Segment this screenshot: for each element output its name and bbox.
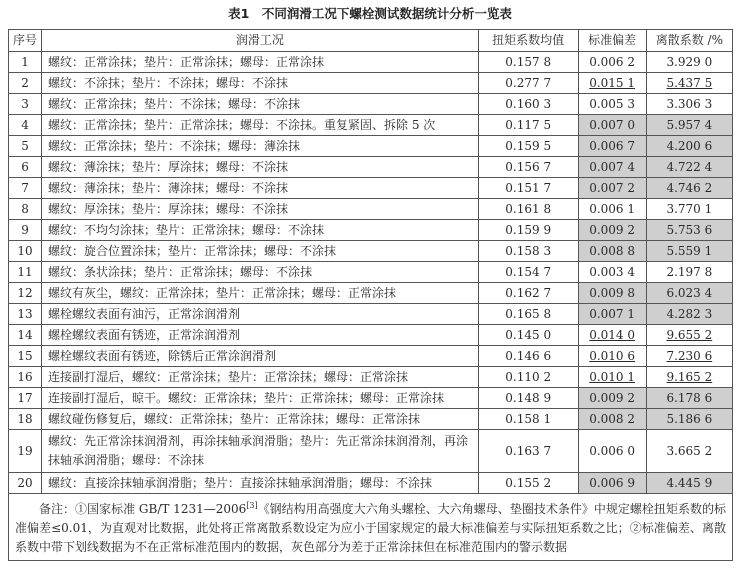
table-row	[9, 409, 733, 430]
table-title: 表1 不同润滑工况下螺栓测试数据统计分析一览表	[228, 6, 512, 21]
std-cell: 0.003 4	[578, 262, 646, 283]
seq-cell: 3	[9, 94, 42, 115]
std-cell-warning: 0.009 8	[578, 283, 646, 304]
std-value: 0.014 0	[589, 327, 636, 342]
std-cell-warning: 0.006 7	[578, 136, 646, 157]
cv-cell-warning: 4.746 2	[646, 178, 732, 199]
condition-cell: 螺纹：不涂抹；垫片：不涂抹；螺母：不涂抹	[42, 73, 479, 94]
mean-cell: 0.161 8	[478, 199, 578, 220]
mean-cell: 0.154 7	[478, 262, 578, 283]
mean-cell: 0.160 3	[478, 94, 578, 115]
seq-cell: 13	[9, 304, 42, 325]
seq-cell: 16	[9, 367, 42, 388]
table-row	[9, 115, 733, 136]
std-cell: 0.006 2	[578, 52, 646, 73]
condition-cell: 螺纹：正常涂抹；垫片：正常涂抹；螺母：正常涂抹	[42, 52, 479, 73]
cv-cell: 3.665 2	[646, 430, 732, 473]
std-cell-out-of-range	[578, 73, 646, 94]
mean-cell: 0.277 7	[478, 73, 578, 94]
table-row	[9, 52, 733, 73]
lubrication-stats-table	[8, 29, 733, 561]
seq-cell: 9	[9, 220, 42, 241]
std-cell-warning: 0.009 2	[578, 220, 646, 241]
std-value: 0.010 1	[589, 369, 636, 384]
cv-cell-out-of-range	[646, 346, 732, 367]
cv-value: 5.437 5	[666, 75, 713, 90]
table-row	[9, 94, 733, 115]
cv-cell-warning: 4.445 9	[646, 473, 732, 494]
seq-cell: 8	[9, 199, 42, 220]
cv-cell-warning: 4.200 6	[646, 136, 732, 157]
cv-cell-warning: 6.023 4	[646, 283, 732, 304]
header-row	[9, 30, 733, 52]
header-cv: 离散系数 /%	[646, 30, 732, 52]
condition-cell: 螺纹：正常涂抹；垫片：不涂抹；螺母：薄涂抹	[42, 136, 479, 157]
table-row	[9, 73, 733, 94]
condition-cell: 螺纹：先正常涂抹润滑剂，再涂抹轴承润滑脂；垫片：先正常涂抹润滑剂，再涂抹轴承润滑脂；螺母：不涂抹	[42, 430, 479, 473]
cv-cell-out-of-range	[646, 325, 732, 346]
cv-cell-warning: 6.178 6	[646, 388, 732, 409]
table-row	[9, 430, 733, 473]
std-cell-out-of-range	[578, 346, 646, 367]
condition-cell: 螺纹有灰尘，螺纹：正常涂抹；垫片：正常涂抹；螺母：正常涂抹	[42, 283, 479, 304]
seq-cell: 1	[9, 52, 42, 73]
mean-cell: 0.159 9	[478, 220, 578, 241]
seq-cell: 6	[9, 157, 42, 178]
std-cell: 0.005 3	[578, 94, 646, 115]
seq-cell: 4	[9, 115, 42, 136]
condition-cell: 螺栓螺纹表面有油污，正常涂润滑剂	[42, 304, 479, 325]
mean-cell: 0.156 7	[478, 157, 578, 178]
condition-cell: 螺纹：薄涂抹；垫片：厚涂抹；螺母：不涂抹	[42, 157, 479, 178]
table-row	[9, 157, 733, 178]
cv-cell-out-of-range	[646, 367, 732, 388]
std-cell: 0.006 0	[578, 430, 646, 473]
seq-cell: 14	[9, 325, 42, 346]
note-text-1: 备注：①国家标准 GB/T 1231—2006	[39, 502, 247, 516]
table-row	[9, 346, 733, 367]
std-cell-warning: 0.009 2	[578, 388, 646, 409]
header-mean: 扭矩系数均值	[478, 30, 578, 52]
condition-cell: 螺纹：条状涂抹；垫片：正常涂抹；螺母：不涂抹	[42, 262, 479, 283]
cv-cell-out-of-range	[646, 73, 732, 94]
std-cell-warning: 0.008 8	[578, 241, 646, 262]
mean-cell: 0.158 1	[478, 409, 578, 430]
mean-cell: 0.110 2	[478, 367, 578, 388]
cv-cell: 3.929 0	[646, 52, 732, 73]
mean-cell: 0.117 5	[478, 115, 578, 136]
std-cell-out-of-range	[578, 325, 646, 346]
condition-cell: 螺栓螺纹表面有锈迹，正常涂润滑剂	[42, 325, 479, 346]
cv-cell-warning: 5.186 6	[646, 409, 732, 430]
seq-cell: 18	[9, 409, 42, 430]
cv-cell: 3.770 1	[646, 199, 732, 220]
condition-cell: 连接副打湿后，螺纹：正常涂抹；垫片：正常涂抹；螺母：正常涂抹	[42, 367, 479, 388]
table-row	[9, 367, 733, 388]
condition-cell: 连接副打湿后，晾干。螺纹：正常涂抹；垫片：正常涂抹；螺母：正常涂抹	[42, 388, 479, 409]
condition-cell: 螺纹：旋合位置涂抹；垫片：正常涂抹；螺母：不涂抹	[42, 241, 479, 262]
mean-cell: 0.158 3	[478, 241, 578, 262]
seq-cell: 2	[9, 73, 42, 94]
std-cell-warning: 0.006 9	[578, 473, 646, 494]
condition-cell: 螺栓螺纹表面有锈迹，除锈后正常涂润滑剂	[42, 346, 479, 367]
seq-cell: 15	[9, 346, 42, 367]
table-row	[9, 473, 733, 494]
std-cell-out-of-range	[578, 367, 646, 388]
condition-cell: 螺纹：正常涂抹；垫片：正常涂抹；螺母：不涂抹。重复紧固、拆除 5 次	[42, 115, 479, 136]
std-cell: 0.006 1	[578, 199, 646, 220]
std-value: 0.010 6	[589, 348, 636, 363]
condition-cell: 螺纹：不均匀涂抹；垫片：正常涂抹；螺母：不涂抹	[42, 220, 479, 241]
mean-cell: 0.148 9	[478, 388, 578, 409]
seq-cell: 19	[9, 430, 42, 473]
table-row	[9, 388, 733, 409]
mean-cell: 0.155 2	[478, 473, 578, 494]
cv-cell-warning: 4.282 3	[646, 304, 732, 325]
mean-cell: 0.165 8	[478, 304, 578, 325]
cv-value: 9.655 2	[666, 327, 713, 342]
table-row	[9, 220, 733, 241]
std-cell-warning: 0.007 1	[578, 304, 646, 325]
table-row	[9, 304, 733, 325]
mean-cell: 0.163 7	[478, 430, 578, 473]
header-std: 标准偏差	[578, 30, 646, 52]
condition-cell: 螺纹：直接涂抹轴承润滑脂；垫片：直接涂抹轴承润滑脂；螺母：不涂抹	[42, 473, 479, 494]
cv-cell-warning: 5.559 1	[646, 241, 732, 262]
table-row	[9, 199, 733, 220]
table-row	[9, 283, 733, 304]
table-row	[9, 325, 733, 346]
header-seq: 序号	[9, 30, 42, 52]
table-row	[9, 136, 733, 157]
cv-cell-warning: 4.722 4	[646, 157, 732, 178]
table-row	[9, 241, 733, 262]
seq-cell: 20	[9, 473, 42, 494]
seq-cell: 17	[9, 388, 42, 409]
std-cell-warning: 0.007 4	[578, 157, 646, 178]
table-note	[9, 494, 733, 561]
seq-cell: 7	[9, 178, 42, 199]
condition-cell: 螺纹碰伤修复后，螺纹：正常涂抹；垫片：正常涂抹；螺母：正常涂抹	[42, 409, 479, 430]
seq-cell: 5	[9, 136, 42, 157]
mean-cell: 0.157 8	[478, 52, 578, 73]
std-cell-warning: 0.008 2	[578, 409, 646, 430]
condition-cell: 螺纹：厚涂抹；垫片：厚涂抹；螺母：不涂抹	[42, 199, 479, 220]
mean-cell: 0.162 7	[478, 283, 578, 304]
mean-cell: 0.159 5	[478, 136, 578, 157]
seq-cell: 10	[9, 241, 42, 262]
mean-cell: 0.145 0	[478, 325, 578, 346]
seq-cell: 11	[9, 262, 42, 283]
cv-cell-warning: 5.957 4	[646, 115, 732, 136]
cv-cell: 2.197 8	[646, 262, 732, 283]
std-value: 0.015 1	[589, 75, 636, 90]
mean-cell: 0.151 7	[478, 178, 578, 199]
std-cell-warning: 0.007 0	[578, 115, 646, 136]
header-condition: 润滑工况	[42, 30, 479, 52]
std-cell-warning: 0.007 2	[578, 178, 646, 199]
table-row	[9, 262, 733, 283]
seq-cell: 12	[9, 283, 42, 304]
cv-value: 9.165 2	[666, 369, 713, 384]
note-text-2: 《钢结构用高强度大六角头螺栓、大六角螺母、垫圈技术条件》中规定螺栓扭矩系数的标准偏差≤0.01，为直观对比数据，此处将正常离散系数设定为应小于国家规定的最大标准偏差与实际扭矩系数之比；②标准偏差、离散系数中带下划线数据为不在正常标准范围内的数据，灰色部分为差于正常涂抹但在标准范围内的警示数据	[15, 502, 726, 554]
note-row	[9, 494, 733, 561]
reference-marker: [3]	[246, 501, 258, 510]
table-row	[9, 178, 733, 199]
condition-cell: 螺纹：正常涂抹；垫片：不涂抹；螺母：不涂抹	[42, 94, 479, 115]
condition-cell: 螺纹：薄涂抹；垫片：薄涂抹；螺母：不涂抹	[42, 178, 479, 199]
mean-cell: 0.146 6	[478, 346, 578, 367]
cv-cell-warning: 5.753 6	[646, 220, 732, 241]
cv-cell: 3.306 3	[646, 94, 732, 115]
cv-value: 7.230 6	[666, 348, 713, 363]
